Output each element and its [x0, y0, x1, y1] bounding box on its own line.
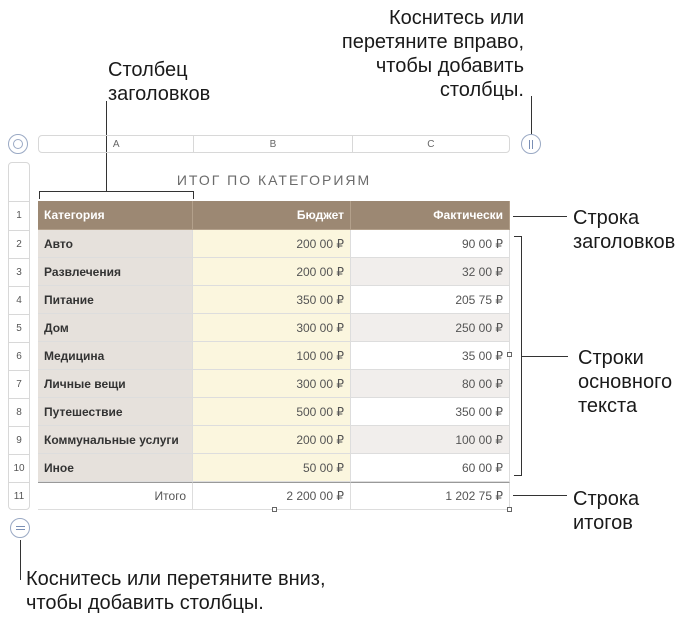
row-number[interactable]: 8 [8, 398, 30, 426]
table[interactable] [38, 201, 510, 510]
table-cell[interactable]: 35 00 ₽ [351, 342, 510, 370]
column-letter-c[interactable]: C [427, 138, 435, 150]
table-cell[interactable]: 32 00 ₽ [351, 258, 510, 286]
table-row[interactable] [38, 342, 510, 370]
add-column-handle[interactable] [521, 134, 541, 154]
table-cell[interactable]: 60 00 ₽ [351, 454, 510, 482]
callout-line: Коснитесь или [388, 7, 524, 29]
table-cell[interactable]: 350 00 ₽ [351, 398, 510, 426]
row-number[interactable]: 6 [8, 342, 30, 370]
table-cell[interactable]: 90 00 ₽ [351, 230, 510, 258]
table-row[interactable] [38, 286, 510, 314]
header-cell[interactable]: Фактически [351, 201, 510, 230]
header-row[interactable] [38, 201, 510, 230]
row-number[interactable]: 10 [8, 454, 30, 482]
callout-header-column [108, 58, 210, 106]
resize-handle-bottom[interactable] [272, 507, 277, 512]
callout-line: Столбец [108, 59, 188, 81]
callout-line: текста [578, 395, 638, 417]
table-row[interactable] [38, 230, 510, 258]
row-number[interactable]: 5 [8, 314, 30, 342]
header-column-bracket [39, 191, 194, 199]
table-cell[interactable]: 200 00 ₽ [193, 426, 351, 454]
callout-line: итогов [573, 512, 633, 534]
header-cell[interactable]: Бюджет [193, 201, 351, 230]
callout-add-rows [26, 567, 326, 615]
column-letter-a[interactable]: A [39, 136, 194, 152]
callout-line: Строка [573, 207, 640, 229]
callout-line: заголовков [573, 231, 676, 253]
table-cell[interactable]: 100 00 ₽ [193, 342, 351, 370]
row-number[interactable]: 3 [8, 258, 30, 286]
table-cell[interactable]: Дом [38, 314, 193, 342]
resize-handle-corner[interactable] [507, 507, 512, 512]
row-number[interactable]: 1 [8, 201, 30, 230]
table-cell[interactable]: 500 00 ₽ [193, 398, 351, 426]
callout-add-columns [342, 6, 524, 102]
leader-line [513, 495, 567, 496]
callout-line: чтобы добавить столбцы. [26, 592, 264, 614]
add-row-handle[interactable] [10, 518, 30, 538]
table-cell[interactable]: 205 75 ₽ [351, 286, 510, 314]
table-cell[interactable]: Авто [38, 230, 193, 258]
table-row[interactable] [38, 370, 510, 398]
callout-line: основного [578, 371, 673, 393]
row-number[interactable]: 9 [8, 426, 30, 454]
callout-line: Строки [578, 347, 644, 369]
select-all-button[interactable] [8, 134, 28, 154]
callout-line: столбцы. [439, 79, 524, 101]
table-cell[interactable]: 300 00 ₽ [193, 314, 351, 342]
leader-line [20, 540, 21, 580]
table-row[interactable] [38, 314, 510, 342]
callout-line: перетяните вправо, [341, 31, 524, 53]
table-row[interactable] [38, 454, 510, 482]
column-letter-bar[interactable] [38, 135, 510, 153]
footer-row[interactable] [38, 482, 510, 510]
table-cell[interactable]: 200 00 ₽ [193, 230, 351, 258]
callout-body-rows [578, 346, 672, 418]
callout-footer-row [573, 487, 639, 535]
table-cell[interactable]: 50 00 ₽ [193, 454, 351, 482]
table-cell[interactable]: 350 00 ₽ [193, 286, 351, 314]
table-cell[interactable]: Питание [38, 286, 193, 314]
leader-line [522, 356, 568, 357]
table-cell[interactable]: Медицина [38, 342, 193, 370]
table-cell[interactable]: 300 00 ₽ [193, 370, 351, 398]
table-cell[interactable]: Личные вещи [38, 370, 193, 398]
table-cell[interactable]: 100 00 ₽ [351, 426, 510, 454]
callout-line: заголовков [108, 83, 211, 105]
table-cell[interactable]: 250 00 ₽ [351, 314, 510, 342]
callout-line: чтобы добавить [375, 55, 524, 77]
table-cell[interactable]: 200 00 ₽ [193, 258, 351, 286]
leader-line [513, 216, 567, 217]
table-cell[interactable]: Коммунальные услуги [38, 426, 193, 454]
table-row[interactable] [38, 426, 510, 454]
table-row[interactable] [38, 258, 510, 286]
column-letter-b[interactable]: B [194, 136, 352, 152]
row-number[interactable]: 7 [8, 370, 30, 398]
row-number[interactable]: 4 [8, 286, 30, 314]
table-cell[interactable]: 80 00 ₽ [351, 370, 510, 398]
table-title[interactable]: ИТОГ ПО КАТЕГОРИЯМ [176, 172, 372, 188]
header-cell[interactable]: Категория [38, 201, 193, 230]
footer-cell[interactable]: 2 200 00 ₽ [193, 482, 351, 510]
row-number[interactable]: 11 [8, 482, 30, 510]
row-number[interactable]: 2 [8, 230, 30, 258]
callout-line: Коснитесь или перетяните вниз, [26, 568, 326, 590]
callout-line: Строка [573, 488, 640, 510]
callout-header-row [573, 206, 675, 254]
footer-cell[interactable]: 1 202 75 ₽ [351, 482, 510, 510]
table-row[interactable] [38, 398, 510, 426]
table-cell[interactable]: Развлечения [38, 258, 193, 286]
body-rows-bracket [514, 236, 522, 476]
table-cell[interactable]: Путешествие [38, 398, 193, 426]
table-cell[interactable]: Иное [38, 454, 193, 482]
resize-handle-right[interactable] [507, 352, 512, 357]
leader-line [531, 96, 532, 134]
footer-cell[interactable]: Итого [38, 482, 193, 510]
